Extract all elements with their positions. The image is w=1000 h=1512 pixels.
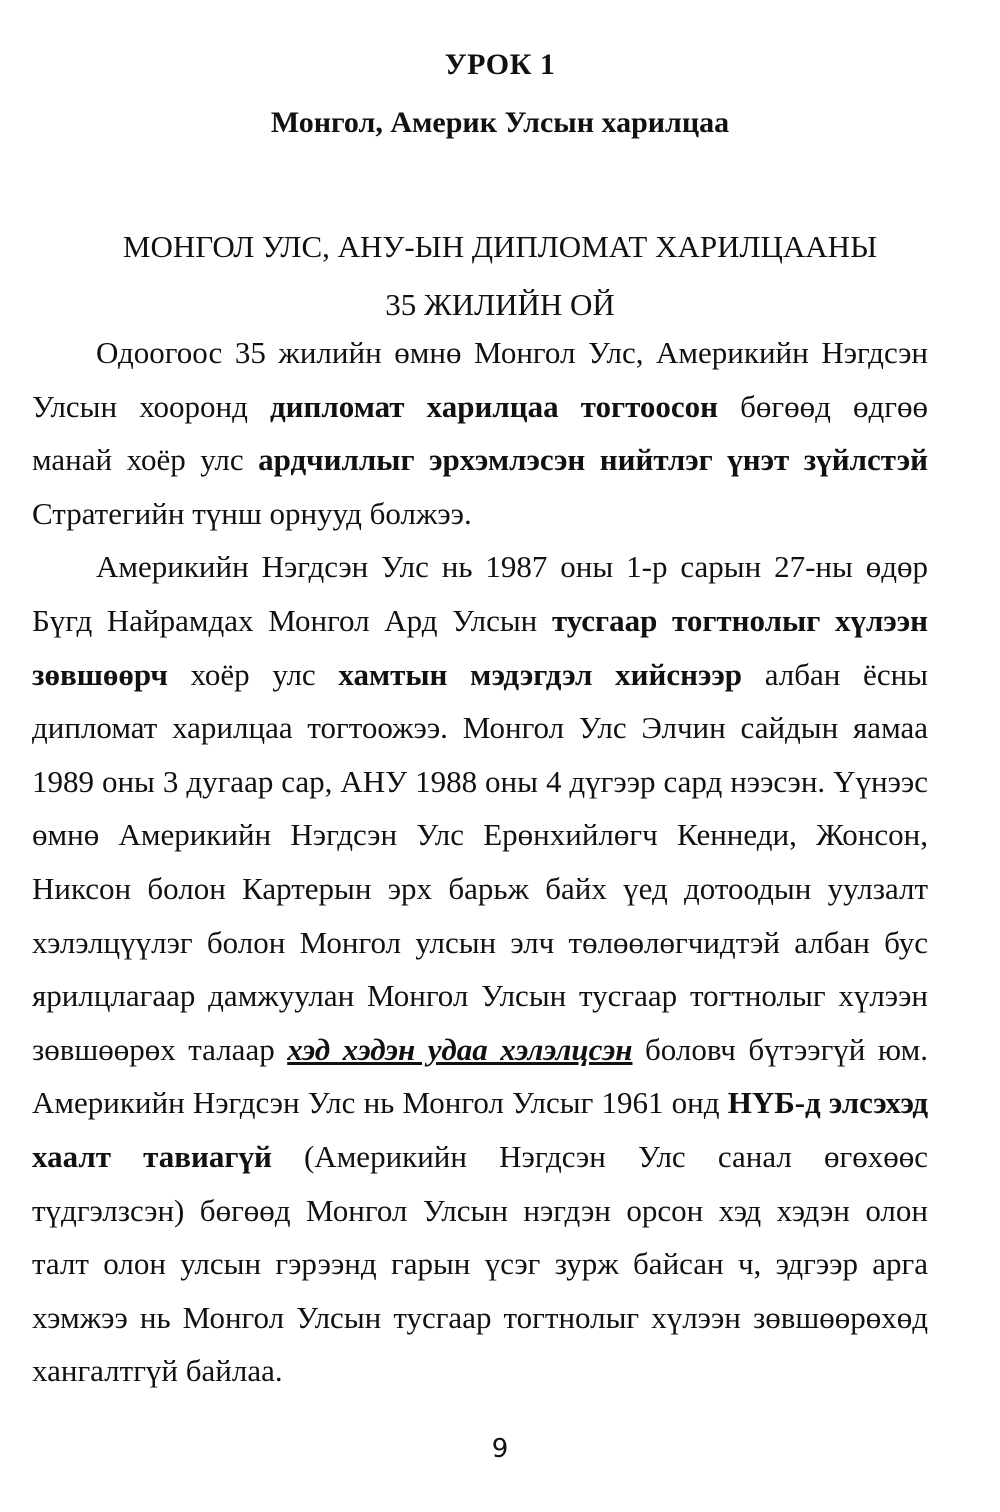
paragraph-2-bold-3: НҮБ-д элсэхэд хаалт тавиагүй [32,1085,929,1174]
paragraph-1 [32,326,928,540]
paragraph-1-text-3: Стратегийн түнш орнууд болжээ. [32,495,472,531]
paragraph-2-text-1: Америкийн Нэгдсэн Улс нь 1987 оны 1-р сарын 27-ны өдөр Бүгд Найрамдах Монгол Ард Улсын [32,549,928,638]
paragraph-1-bold-2: ардчиллыг эрхэмлэсэн нийтлэг үнэт зүйлстэй [258,442,928,478]
paragraph-2-text-3: албан ёсны дипломат харилцаа тогтоожээ. Монгол Улс Элчин сайдын яамаа 1989 оны 3 дугаар сар, АНУ 1988 оны 4 дүгээр сард нээсэн. Үүнээс өмнө Америкийн Нэгдсэн Улс Ерөнхийлөгч Кеннеди, Жонсон, Никсон болон Картерын эрх барьж байх үед дотоодын уулзалт хэлэлцүүлэг болон Монгол улсын элч төлөөлөгчидтэй албан бус ярилцлагаар дамжуулан Монгол Улсын тусгаар тогтнолыг хүлээн зөвшөөрөх талаар [32,656,928,1067]
section-heading [40,218,960,334]
body-text [32,326,928,1398]
paragraph-1-bold-1: дипломат харилцаа тогтоосон [270,388,719,424]
paragraph-2-text-2: хоёр улс [167,656,339,692]
paragraph-2-text-4: боловч бүтээгүй юм. Америкийн Нэгдсэн Улс нь Монгол Улсыг 1961 онд [32,1031,929,1121]
paragraph-2-bold-2: хамтын мэдэгдэл хийснээр [338,656,743,692]
paragraph-2-emphasis: хэд хэдэн удаа хэлэлцсэн [287,1031,633,1067]
lesson-subtitle: Монгол, Америк Улсын харилцаа [270,106,730,139]
section-heading-line-1: МОНГОЛ УЛС, АНУ-ЫН ДИПЛОМАТ ХАРИЛЦААНЫ [122,229,878,264]
paragraph-1-text-2: бөгөөд өдгөө манай хоёр улс [32,388,928,478]
paragraph-1-text-1: Одоогоос 35 жилийн өмнө Монгол Улс, Америкийн Нэгдсэн Улсын хооронд [32,335,928,424]
page-number: 9 [491,1434,509,1464]
paragraph-2-bold-1: тусгаар тогтнолыг хүлээн зөвшөөрч [32,602,928,692]
paragraph-2 [32,540,928,1398]
section-heading-line-2: 35 ЖИЛИЙН ОЙ [385,287,615,322]
lesson-label: УРОК 1 [444,48,556,81]
paragraph-2-text-5: (Америкийн Нэгдсэн Улс санал өгөхөөс түдгэлзсэн) бөгөөд Монгол Улсын нэгдэн орсон хэд хэдэн олон талт олон улсын гэрээнд гарын үсэг зурж байсан ч, эдгээр арга хэмжээ нь Монгол Улсын тусгаар тогтнолыг хүлээн зөвшөөрөхөд хангалтгүй байлаа. [32,1138,928,1389]
